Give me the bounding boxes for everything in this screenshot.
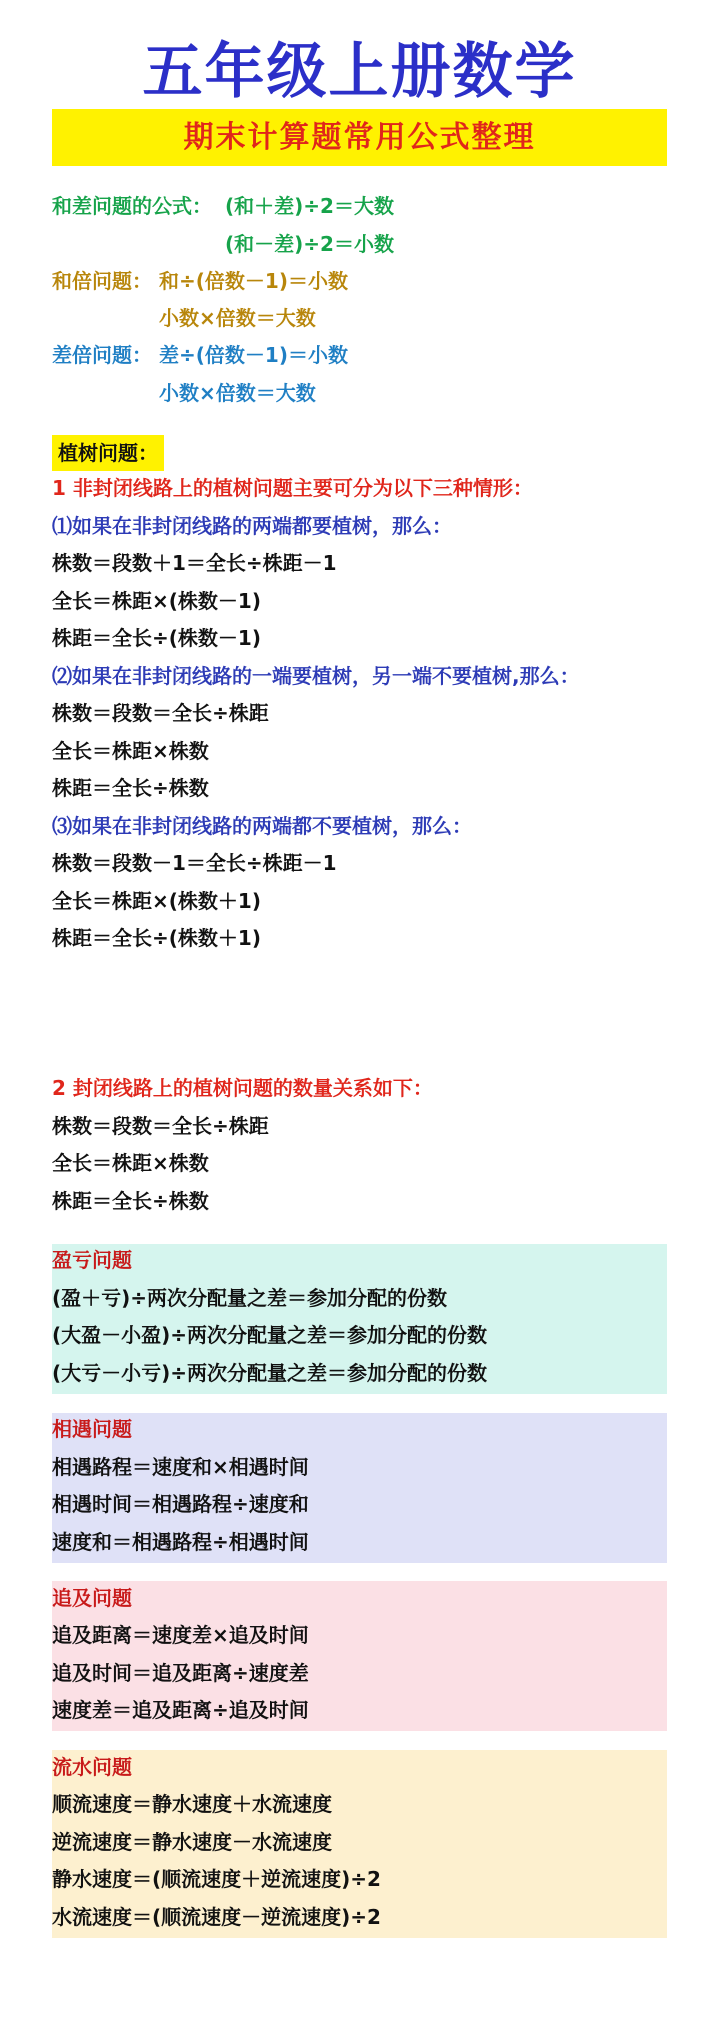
tree-section-tag: 植树问题：: [52, 435, 164, 471]
tree-case1-line: 全长＝株距×(株数－1): [52, 589, 261, 613]
meeting-line: 相遇时间＝相遇路程÷速度和: [52, 1492, 309, 1516]
profit-loss-line: (大盈－小盈)÷两次分配量之差＝参加分配的份数: [52, 1323, 488, 1347]
chase-line: 速度差＝追及距离÷追及时间: [52, 1698, 309, 1722]
tree-case2-line: 全长＝株距×株数: [52, 739, 209, 763]
sum-diff-formula-1: (和＋差)÷2＝大数: [225, 194, 394, 218]
tree-part2-line: 株距＝全长÷株数: [52, 1189, 209, 1213]
profit-loss-line: (盈＋亏)÷两次分配量之差＝参加分配的份数: [52, 1286, 448, 1310]
tree-part2-line: 全长＝株距×株数: [52, 1151, 209, 1175]
tree-case2-line: 株距＝全长÷株数: [52, 776, 209, 800]
page-title: 五年级上册数学: [142, 37, 577, 107]
chase-line: 追及距离＝速度差×追及时间: [52, 1623, 309, 1647]
profit-loss-line: (大亏－小亏)÷两次分配量之差＝参加分配的份数: [52, 1361, 488, 1385]
tree-part2-title: 2 封闭线路上的植树问题的数量关系如下：: [52, 1076, 433, 1100]
tree-case2-title: ⑵如果在非封闭线路的一端要植树，另一端不要植树,那么：: [52, 664, 580, 688]
tree-part1-title: 1 非封闭线路上的植树问题主要可分为以下三种情形：: [52, 476, 533, 500]
meeting-line: 速度和＝相遇路程÷相遇时间: [52, 1530, 309, 1554]
flow-line: 逆流速度＝静水速度－水流速度: [52, 1830, 332, 1854]
page-subtitle: 期末计算题常用公式整理: [52, 109, 667, 166]
sum-diff-formula-2: (和－差)÷2＝小数: [225, 232, 394, 256]
tree-case3-line: 株数＝段数－1＝全长÷株距－1: [52, 851, 337, 875]
tree-case1-line: 株数＝段数＋1＝全长÷株距－1: [52, 551, 337, 575]
chase-title: 追及问题: [52, 1586, 132, 1610]
sum-multiple-formula-2: 小数×倍数＝大数: [159, 306, 316, 330]
tree-case1-title: ⑴如果在非封闭线路的两端都要植树，那么：: [52, 514, 452, 538]
diff-multiple-formula-1: 差÷(倍数－1)＝小数: [159, 343, 348, 367]
flow-line: 顺流速度＝静水速度＋水流速度: [52, 1792, 332, 1816]
diff-multiple-label: 差倍问题：: [52, 343, 152, 367]
tree-case3-line: 全长＝株距×(株数＋1): [52, 889, 261, 913]
sum-diff-label: 和差问题的公式：: [52, 194, 212, 218]
tree-part2-line: 株数＝段数＝全长÷株距: [52, 1114, 269, 1138]
tree-case2-line: 株数＝段数＝全长÷株距: [52, 701, 269, 725]
tree-case3-title: ⑶如果在非封闭线路的两端都不要植树，那么：: [52, 814, 472, 838]
flow-line: 水流速度＝(顺流速度－逆流速度)÷2: [52, 1905, 381, 1929]
profit-loss-title: 盈亏问题: [52, 1248, 132, 1272]
flow-line: 静水速度＝(顺流速度＋逆流速度)÷2: [52, 1867, 381, 1891]
sum-multiple-label: 和倍问题：: [52, 269, 152, 293]
diff-multiple-formula-2: 小数×倍数＝大数: [159, 381, 316, 405]
tree-case1-line: 株距＝全长÷(株数－1): [52, 626, 261, 650]
meeting-line: 相遇路程＝速度和×相遇时间: [52, 1455, 309, 1479]
tree-case3-line: 株距＝全长÷(株数＋1): [52, 926, 261, 950]
chase-line: 追及时间＝追及距离÷速度差: [52, 1661, 309, 1685]
flow-title: 流水问题: [52, 1755, 132, 1779]
sum-multiple-formula-1: 和÷(倍数－1)＝小数: [159, 269, 348, 293]
meeting-title: 相遇问题: [52, 1417, 132, 1441]
